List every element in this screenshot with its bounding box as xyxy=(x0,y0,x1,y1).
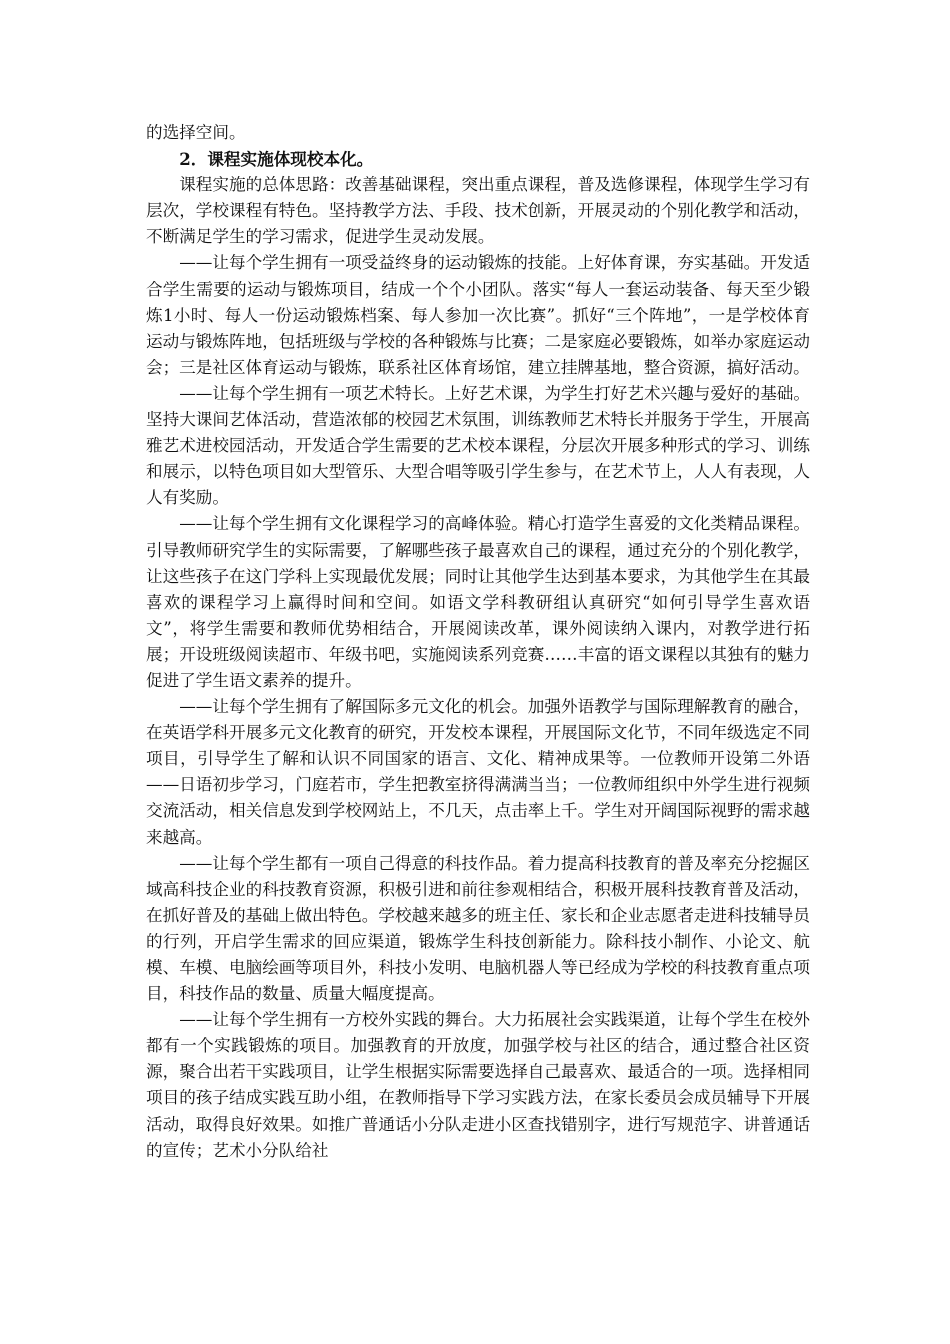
paragraph-culture: ——让每个学生拥有文化课程学习的高峰体验。精心打造学生喜爱的文化类精品课程。引导教师研究学生的实际需要，了解哪些孩子最喜欢自己的课程，通过充分的个别化教学，让这些孩子在这门学科上实现最优发展；同时让其他学生达到基本要求，为其他学生在其最喜欢的课程学习上赢得时间和空间。如语文学科教研组认真研究“如何引导学生喜欢语文”，将学生需要和教师优势相结合，开展阅读改革，课外阅读纳入课内，对教学进行拓展；开设班级阅读超市、年级书吧，实施阅读系列竞赛……丰富的语文课程以其独有的魅力促进了学生语文素养的提升。 xyxy=(146,514,810,690)
paragraph-arts: ——让每个学生拥有一项艺术特长。上好艺术课，为学生打好艺术兴趣与爱好的基础。坚持大课间艺体活动，营造浓郁的校园艺术氛围，训练教师艺术特长并服务于学生，开展高雅艺术进校园活动，开发适合学生需要的艺术校本课程，分层次开展多种形式的学习、训练和展示，以特色项目如大型管乐、大型合唱等吸引学生参与，在艺术节上，人人有表现，人人有奖励。 xyxy=(146,383,810,508)
paragraph-practice: ——让每个学生拥有一方校外实践的舞台。大力拓展社会实践渠道，让每个学生在校外都有一个实践锻炼的项目。加强教育的开放度，加强学校与社区的结合，通过整合社区资源，聚合出若干实践项目，让学生根据实际需要选择自己最喜欢、最适合的一项。选择相同项目的孩子结成实践互助小组，在教师指导下学习实践方法，在家长委员会成员辅导下开展活动，取得良好效果。如推广普通话小分队走进小区查找错别字，进行写规范字、讲普通话的宣传；艺术小分队给社 xyxy=(146,1010,810,1160)
paragraph-continuation: 的选择空间。 xyxy=(146,123,246,142)
section-heading: 2．课程实施体现校本化。 xyxy=(179,149,374,170)
document-body xyxy=(146,120,810,1164)
paragraph-international: ——让每个学生拥有了解国际多元文化的机会。加强外语教学与国际理解教育的融合，在英语学科开展多元文化教育的研究，开发校本课程，开展国际文化节，不同年级选定不同项目，引导学生了解和认识不同国家的语言、文化、精神成果等。一位教师开设第二外语——日语初步学习，门庭若市，学生把教室挤得满满当当；一位教师组织中外学生进行视频交流活动，相关信息发到学校网站上，不几天，点击率上千。学生对开阔国际视野的需求越来越高。 xyxy=(146,697,810,847)
paragraph-sports: ——让每个学生拥有一项受益终身的运动锻炼的技能。上好体育课，夯实基础。开发适合学生需要的运动与锻炼项目，结成一个个小团队。落实“每人一套运动装备、每天至少锻炼1小时、每人一份运动锻炼档案、每人参加一次比赛”。抓好“三个阵地”，一是学校体育运动与锻炼阵地，包括班级与学校的各种锻炼与比赛；二是家庭必要锻炼，如举办家庭运动会；三是社区体育运动与锻炼，联系社区体育场馆，建立挂牌基地，整合资源，搞好活动。 xyxy=(146,253,810,377)
paragraph-science: ——让每个学生都有一项自己得意的科技作品。着力提高科技教育的普及率充分挖掘区域高科技企业的科技教育资源，积极引进和前往参观相结合，积极开展科技教育普及活动，在抓好普及的基础上做出特色。学校越来越多的班主任、家长和企业志愿者走进科技辅导员的行列，开启学生需求的回应渠道，锻炼学生科技创新能力。除科技小制作、小论文、航模、车模、电脑绘画等项目外，科技小发明、电脑机器人等已经成为学校的科技教育重点项目，科技作品的数量、质量大幅度提高。 xyxy=(146,853,810,1004)
paragraph-overview: 课程实施的总体思路：改善基础课程，突出重点课程，普及选修课程，体现学生学习有层次，学校课程有特色。坚持教学方法、手段、技术创新，开展灵动的个别化教学和活动，不断满足学生的学习需求，促进学生灵动发展。 xyxy=(146,175,810,247)
